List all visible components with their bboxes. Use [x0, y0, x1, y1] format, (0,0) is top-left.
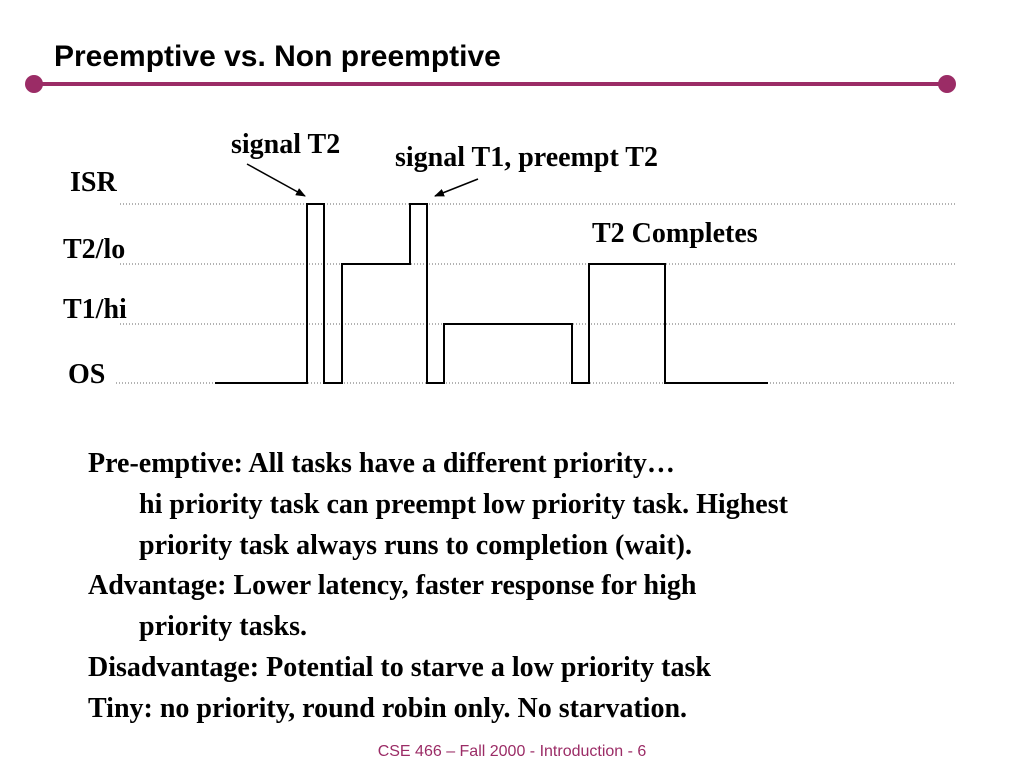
body-line-preempt-detail-2: priority task always runs to completion (wait). — [139, 529, 692, 561]
scheduling-diagram — [0, 110, 1024, 410]
body-line-preemptive: Pre-emptive: All tasks have a different priority… — [88, 448, 675, 479]
slide-title: Preemptive vs. Non preemptive — [54, 40, 501, 73]
body-line-tiny: Tiny: no priority, round robin only. No starvation. — [88, 692, 688, 724]
signal-t2-arrow — [247, 164, 305, 196]
annotation-signal-t1: signal T1, preempt T2 — [395, 142, 658, 173]
body-line-advantage: Advantage: Lower latency, faster response for high — [88, 570, 697, 602]
row-label-isr: ISR — [70, 167, 117, 198]
body-text — [88, 444, 968, 730]
title-rule — [33, 82, 947, 86]
annotation-t2-completes: T2 Completes — [592, 218, 758, 249]
body-line-advantage-cont: priority tasks. — [139, 611, 307, 643]
slide-footer: CSE 466 – Fall 2000 - Introduction - 6 — [377, 743, 647, 760]
annotation-signal-t2: signal T2 — [231, 129, 341, 160]
title-rule-right-dot — [938, 75, 956, 93]
row-label-os: OS — [68, 359, 106, 390]
body-line-preempt-detail-1: hi priority task can preempt low priority task. Highest — [139, 488, 788, 520]
row-label-t2: T2/lo — [63, 234, 126, 265]
signal-t1-arrow — [435, 179, 478, 196]
row-label-t1: T1/hi — [63, 294, 127, 325]
title-rule-left-dot — [25, 75, 43, 93]
body-line-disadvantage: Disadvantage: Potential to starve a low priority task — [88, 651, 711, 683]
